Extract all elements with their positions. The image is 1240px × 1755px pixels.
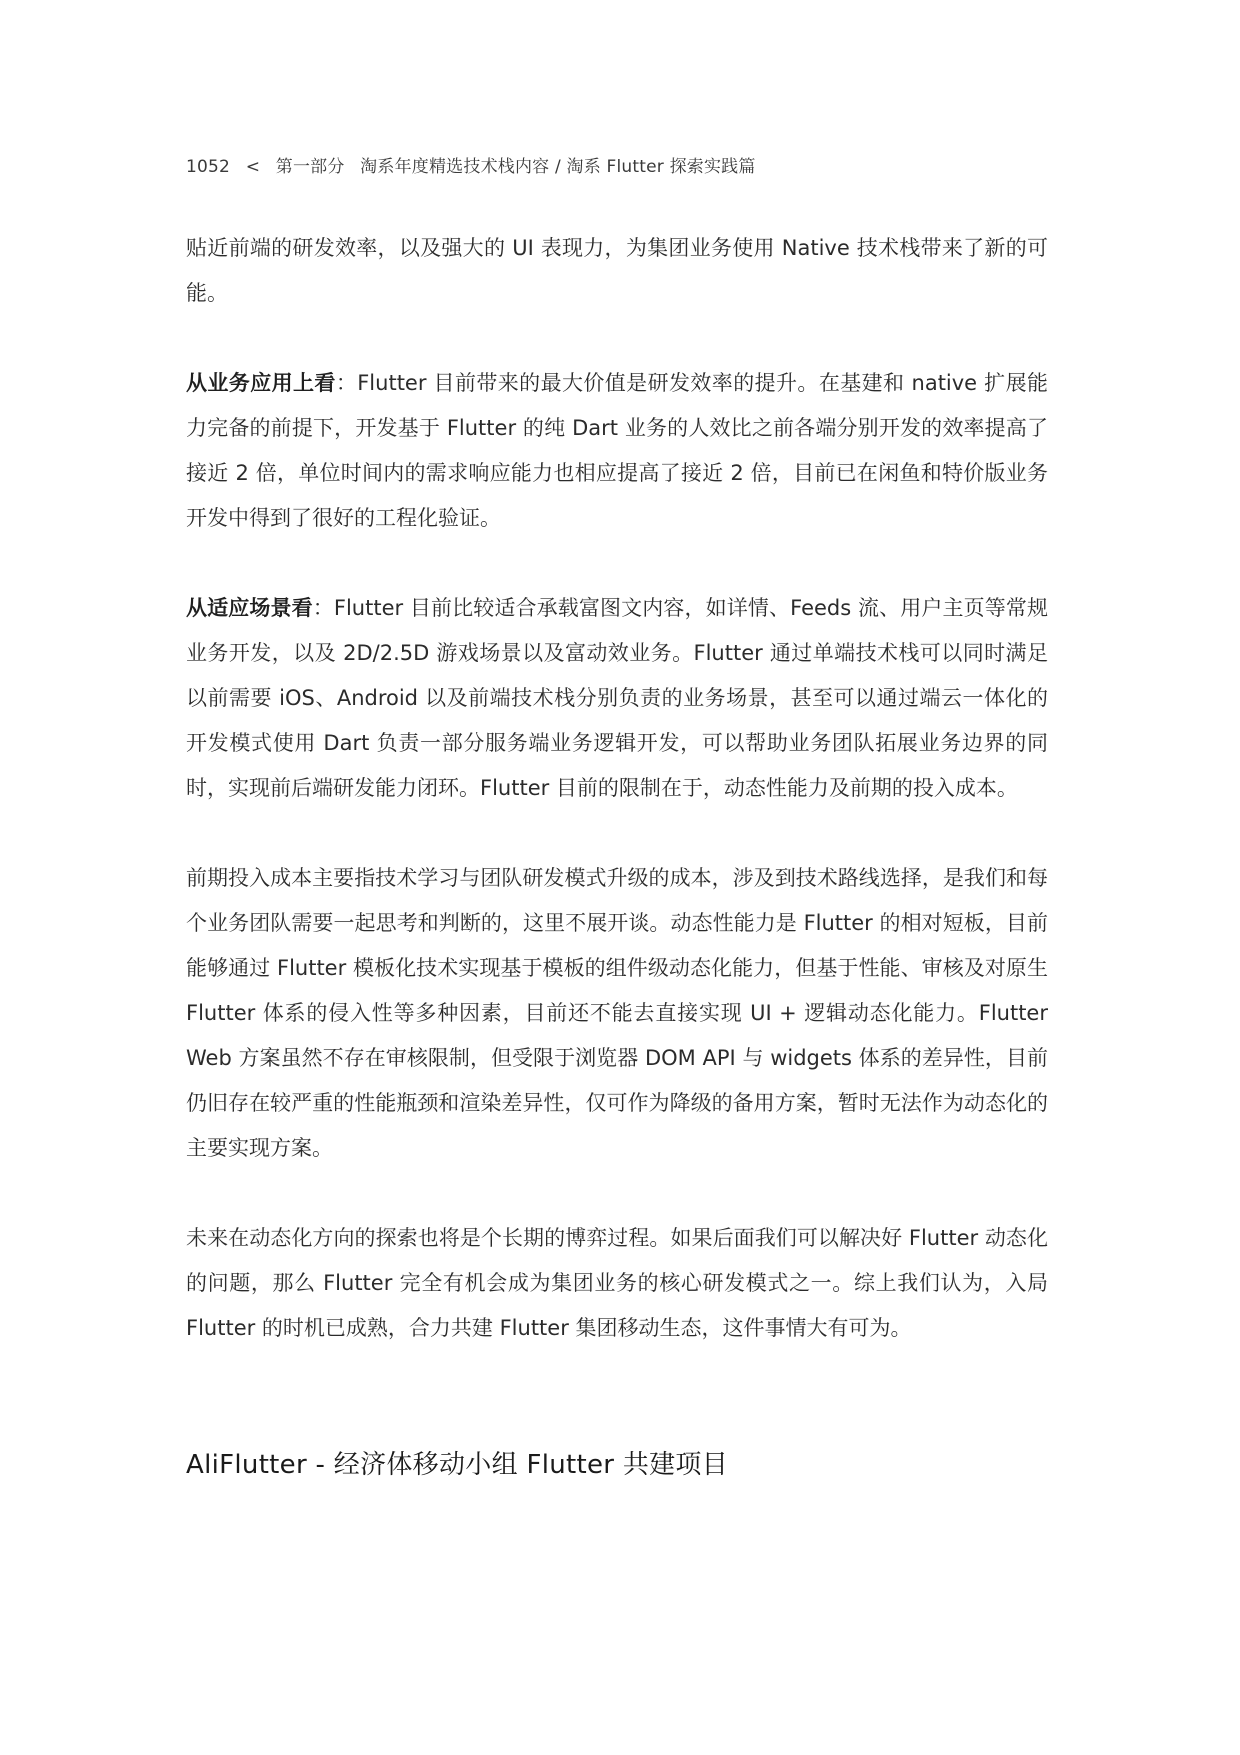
paragraph bbox=[186, 1216, 1048, 1351]
paragraph-text: 贴近前端的研发效率，以及强大的 UI 表现力，为集团业务使用 Native 技术栈带来了新的可能。 bbox=[186, 236, 1048, 305]
paragraph-text: ：Flutter 目前比较适合承载富图文内容，如详情、Feeds 流、用户主页等常规业务开发，以及 2D/2.5D 游戏场景以及富动效业务。Flutter 通过单端技术栈可以同时满足以前需要 iOS、Android 以及前端技术栈分别负责的业务场景，甚至可以通过端云一体化的开发模式使用 Dart 负责一部分服务端业务逻辑开发，可以帮助业务团队拓展业务边界的同时，实现前后端研发能力闭环。Flutter 目前的限制在于，动态性能力及前期的投入成本。 bbox=[186, 596, 1048, 800]
paragraph bbox=[186, 586, 1048, 811]
section-heading: AliFlutter - 经济体移动小组 Flutter 共建项目 bbox=[186, 1450, 729, 1480]
paragraph-text: 前期投入成本主要指技术学习与团队研发模式升级的成本，涉及到技术路线选择，是我们和每个业务团队需要一起思考和判断的，这里不展开谈。动态性能力是 Flutter 的相对短板，目前能够通过 Flutter 模板化技术实现基于模板的组件级动态化能力，但基于性能、审核及对原生 Flutter 体系的侵入性等多种因素，目前还不能去直接实现 UI + 逻辑动态化能力。Flutter Web 方案虽然不存在审核限制，但受限于浏览器 DOM API 与 widgets 体系的差异性，目前仍旧存在较严重的性能瓶颈和渲染差异性，仅可作为降级的备用方案，暂时无法作为动态化的主要实现方案。 bbox=[186, 866, 1048, 1160]
paragraph bbox=[186, 226, 1048, 316]
header-section-path: 淘系年度精选技术栈内容 / 淘系 Flutter 探索实践篇 bbox=[360, 157, 756, 177]
paragraph bbox=[186, 856, 1048, 1171]
paragraph-text: ：Flutter 目前带来的最大价值是研发效率的提升。在基建和 native 扩展能力完备的前提下，开发基于 Flutter 的纯 Dart 业务的人效比之前各端分别开发的效率提高了接近 2 倍，单位时间内的需求响应能力也相应提高了接近 2 倍，目前已在闲鱼和特价版业务开发中得到了很好的工程化验证。 bbox=[186, 371, 1048, 530]
paragraph-lead: 从业务应用上看 bbox=[186, 371, 336, 395]
header-separator: < bbox=[245, 157, 261, 177]
running-header bbox=[186, 152, 766, 177]
paragraph bbox=[186, 361, 1048, 541]
body-text bbox=[186, 226, 1048, 1396]
header-part: 第一部分 bbox=[275, 157, 345, 177]
page-number: 1052 bbox=[186, 157, 231, 177]
paragraph-text: 未来在动态化方向的探索也将是个长期的博弈过程。如果后面我们可以解决好 Flutter 动态化的问题，那么 Flutter 完全有机会成为集团业务的核心研发模式之一。综上我们认为，入局 Flutter 的时机已成熟，合力共建 Flutter 集团移动生态，这件事情大有可为。 bbox=[186, 1226, 1048, 1340]
paragraph-lead: 从适应场景看 bbox=[186, 596, 313, 620]
